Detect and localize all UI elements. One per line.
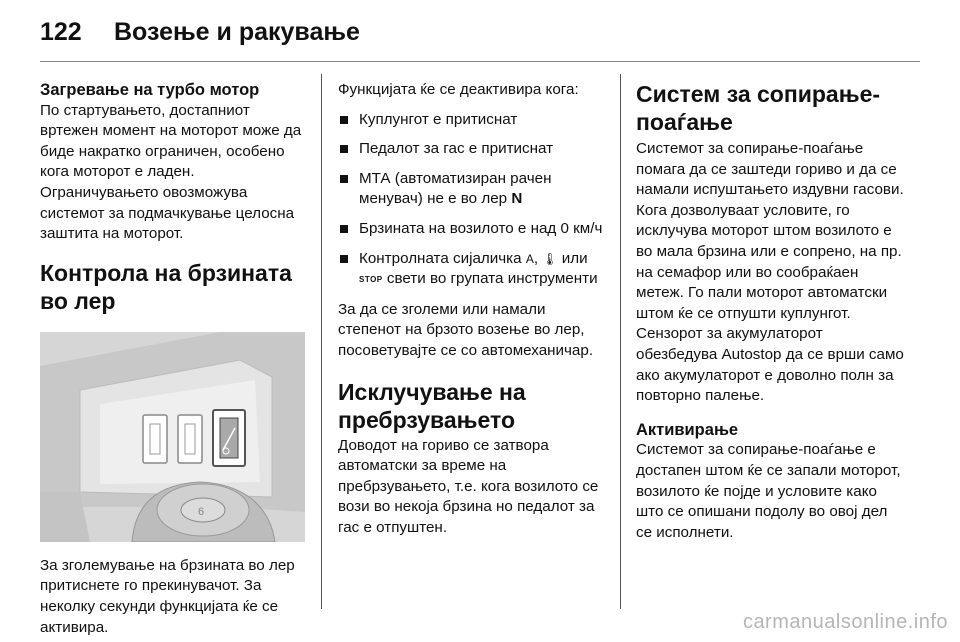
bullet-icon [340,145,348,153]
column-1 [40,80,305,638]
deactivation-conditions-list [338,110,604,291]
list-item-text: Контролната сијаличка [359,249,526,267]
column-divider-2 [620,74,621,609]
page-number: 122 [40,17,82,46]
list-item [338,110,604,131]
section-heading-idle-speed: Контрола на брзината во лер [40,259,292,314]
list-item-text: или [557,249,588,267]
list-item-text: Брзината на возилото е над 0 км/ч [359,219,603,237]
adjustment-advice: За да се зголеми или намали степенот на брзото возење во лер, посоветувајте се со автомеханичар. [338,300,594,359]
list-item [338,249,604,291]
idle-speed-text: За зголемување на брзината во лер притиснете го прекинувачот. За неколку секунди функцијата ќе се активира. [40,556,295,636]
turbo-warmup-text: По стартувањето, достапниот вртежен момент на моторот може да биде накратко ограничен, особено кога моторот е ладен. Ограничувањето овозможува системот за подмачкување целосна заштита на моторот. [40,101,302,243]
svg-text:6: 6 [198,505,205,518]
watermark: carmanualsonline.info [742,611,948,633]
header-divider [40,61,920,62]
list-item-text: свети во групата инструменти [382,270,598,288]
list-item-text: МТА (автоматизиран рачен менувач) не е во лер [359,169,552,208]
column-divider-1 [321,74,322,609]
coolant-temperature-icon: 🌡 [542,251,558,266]
chapter-title: Возење и ракување [114,17,360,46]
list-item [338,219,604,240]
list-item-text: Куплунгот е притиснат [359,110,518,128]
stop-icon: STOP [359,275,383,285]
column-3 [636,80,906,543]
stop-start-text: Системот за сопирање-поаѓање помага да се заштеди гориво и да се намали испуштањето издувни гасови. Кога дозволуваат условите, го исклучува моторот штом возилото е во мала брзина или е сопрено, на пр. на семафор или во сообраќаен метеж. Го пали моторот автоматски штом ќе се отпушти куплунгот. Сензорот за акумулаторот обезбедува Autostop да се врши само ако акумулаторот е доволно полн за повторно палење. [636,140,904,405]
bullet-icon [340,175,348,183]
section-heading-overrun-cutoff: Исклучување на пребрзувањето [338,378,526,433]
neutral-gear-label: N [511,190,523,208]
idle-speed-switch-illustration [40,332,305,542]
bullet-icon [340,255,348,263]
page-header [40,12,360,52]
section-heading-turbo-warmup: Загревање на турбо мотор [40,81,260,99]
column-2 [338,80,604,539]
overrun-cutoff-text: Доводот на гориво се затвора автоматски за време на пребрзувањето, т.е. кога возилото се вози во некоја брзина но педалот за гас е отпуштен. [338,436,599,536]
section-heading-activation: Активирање [636,420,739,439]
bullet-icon [340,225,348,233]
section-heading-stop-start: Систем за сопирање-поаѓање [636,81,881,135]
deactivation-intro: Функцијата ќе се деактивира кога: [338,81,579,98]
list-separator: , [533,249,543,267]
list-item-text: Педалот за гас е притиснат [359,140,554,158]
bullet-icon [340,116,348,124]
list-item [338,139,604,160]
autostop-arrow-icon: A [525,251,534,266]
list-item [338,169,604,210]
activation-text: Системот за сопирање-поаѓање е достапен штом ќе се запали моторот, возилото ќе појде и условите како што се опишани подолу во овој дел се исполнети. [636,441,901,541]
